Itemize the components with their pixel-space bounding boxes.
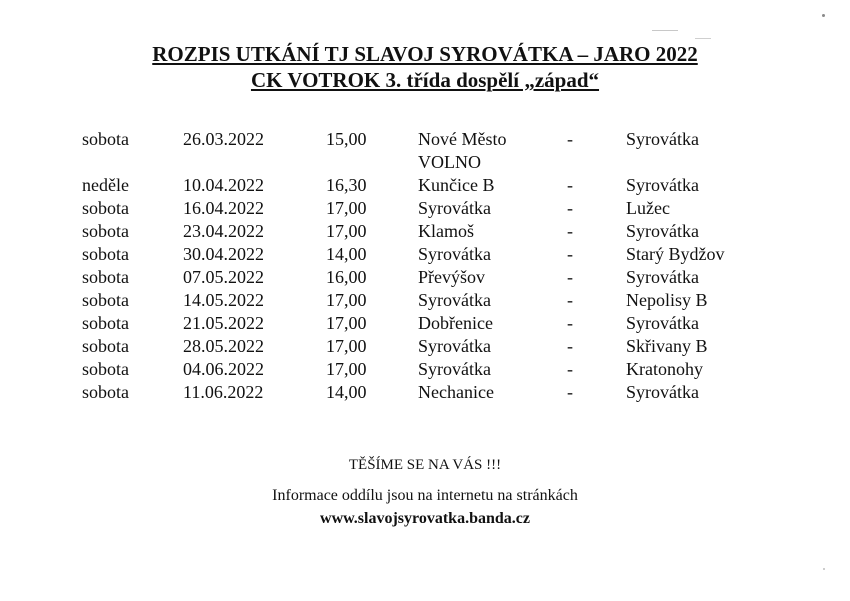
match-time: 15,00 (326, 129, 367, 149)
match-note: VOLNO (418, 152, 481, 172)
match-row (0, 358, 850, 381)
match-row (0, 289, 850, 312)
away-team: Skřivany B (626, 336, 708, 356)
match-time: 17,00 (326, 290, 367, 310)
match-day: sobota (82, 290, 129, 310)
away-team: Nepolisy B (626, 290, 708, 310)
match-day: sobota (82, 198, 129, 218)
match-day: sobota (82, 313, 129, 333)
match-day: sobota (82, 129, 129, 149)
match-day: sobota (82, 221, 129, 241)
match-date: 30.04.2022 (183, 244, 264, 264)
away-team: Syrovátka (626, 221, 699, 241)
match-date: 07.05.2022 (183, 267, 264, 287)
match-separator: - (567, 198, 573, 218)
home-team: Syrovátka (418, 359, 491, 379)
match-row (0, 197, 850, 220)
match-date: 16.04.2022 (183, 198, 264, 218)
match-day: sobota (82, 382, 129, 402)
match-time: 17,00 (326, 359, 367, 379)
home-team: Syrovátka (418, 244, 491, 264)
away-team: Starý Bydžov (626, 244, 725, 264)
match-date: 10.04.2022 (183, 175, 264, 195)
match-separator: - (567, 244, 573, 264)
match-row (0, 266, 850, 289)
match-time: 17,00 (326, 336, 367, 356)
match-row (0, 174, 850, 197)
match-day: sobota (82, 267, 129, 287)
match-row (0, 243, 850, 266)
home-team: Syrovátka (418, 290, 491, 310)
match-row (0, 312, 850, 335)
match-time: 17,00 (326, 313, 367, 333)
match-separator: - (567, 290, 573, 310)
match-date: 28.05.2022 (183, 336, 264, 356)
website-link[interactable]: www.slavojsyrovatka.banda.cz (320, 510, 530, 527)
match-separator: - (567, 336, 573, 356)
home-team: Kunčice B (418, 175, 495, 195)
home-team: Syrovátka (418, 198, 491, 218)
match-separator: - (567, 175, 573, 195)
match-time: 14,00 (326, 244, 367, 264)
match-date: 04.06.2022 (183, 359, 264, 379)
scan-speck (695, 38, 711, 39)
match-day: sobota (82, 336, 129, 356)
match-time: 16,00 (326, 267, 367, 287)
match-schedule (0, 128, 850, 404)
away-team: Syrovátka (626, 382, 699, 402)
greeting-text: TĚŠÍME SE NA VÁS !!! (348, 457, 502, 473)
away-team: Kratonohy (626, 359, 703, 379)
match-date: 11.06.2022 (183, 382, 264, 402)
match-separator: - (567, 382, 573, 402)
match-date: 21.05.2022 (183, 313, 264, 333)
match-date: 14.05.2022 (183, 290, 264, 310)
scan-speck (652, 30, 678, 31)
match-row (0, 128, 850, 174)
match-time: 17,00 (326, 221, 367, 241)
match-time: 16,30 (326, 175, 367, 195)
match-day: sobota (82, 244, 129, 264)
home-team: Dobřenice (418, 313, 493, 333)
match-separator: - (567, 267, 573, 287)
match-date: 26.03.2022 (183, 129, 264, 149)
scan-speck (822, 14, 825, 17)
away-team: Lužec (626, 198, 670, 218)
home-team: Klamoš (418, 221, 474, 241)
away-team: Syrovátka (626, 175, 699, 195)
away-team: Syrovátka (626, 313, 699, 333)
document-title: ROZPIS UTKÁNÍ TJ SLAVOJ SYROVÁTKA – JARO 2022 (152, 42, 698, 66)
info-text: Informace oddílu jsou na internetu na stránkách (272, 487, 578, 504)
document-subtitle: CK VOTROK 3. třída dospělí „západ“ (250, 68, 600, 92)
away-team: Syrovátka (626, 129, 699, 149)
match-day: sobota (82, 359, 129, 379)
match-row (0, 220, 850, 243)
match-day: neděle (82, 175, 129, 195)
home-team: Syrovátka (418, 336, 491, 356)
home-team: Převýšov (418, 267, 485, 287)
match-separator: - (567, 313, 573, 333)
match-time: 17,00 (326, 198, 367, 218)
home-team: Nové Město (418, 129, 507, 149)
match-date: 23.04.2022 (183, 221, 264, 241)
away-team: Syrovátka (626, 267, 699, 287)
home-team: Nechanice (418, 382, 494, 402)
match-row (0, 381, 850, 404)
match-separator: - (567, 221, 573, 241)
match-separator: - (567, 359, 573, 379)
match-row (0, 335, 850, 358)
match-separator: - (567, 129, 573, 149)
scan-speck (823, 568, 825, 570)
match-time: 14,00 (326, 382, 367, 402)
